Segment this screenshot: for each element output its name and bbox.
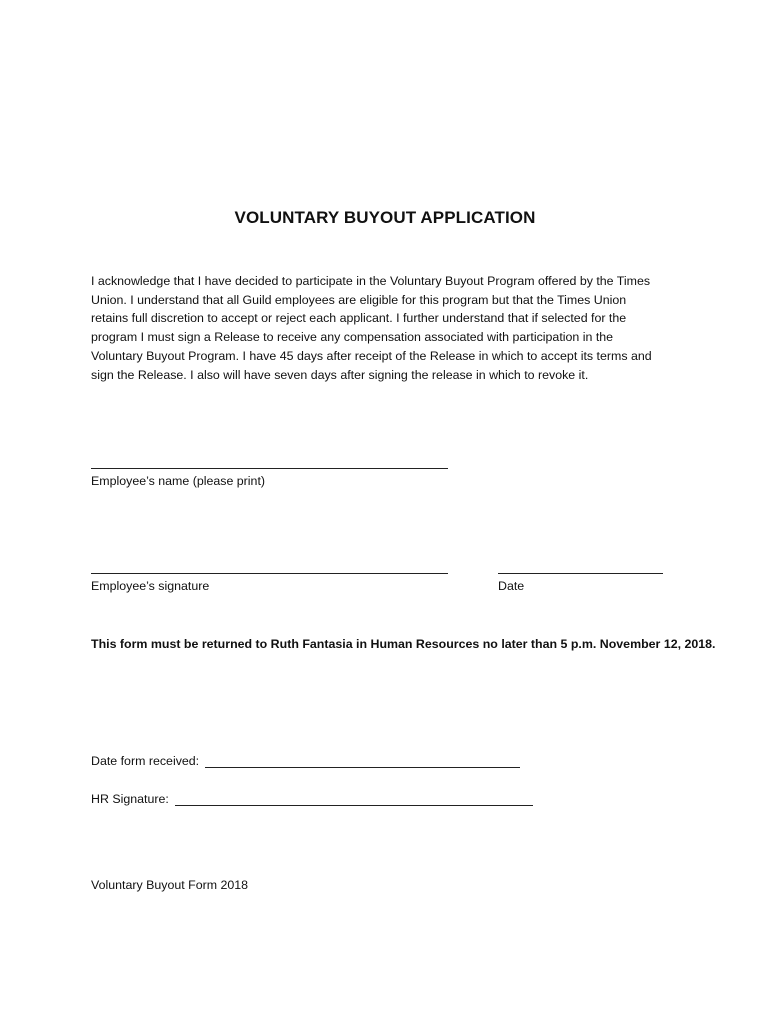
paragraph-line: retains full discretion to accept or reject each applicant. I further understand that if selected for the bbox=[91, 311, 627, 326]
employee-name-line[interactable] bbox=[91, 468, 448, 469]
employee-signature-line[interactable] bbox=[91, 573, 448, 574]
paragraph-line: Union. I understand that all Guild employees are eligible for this program but that the Times Union bbox=[91, 292, 627, 307]
date-form-received-field bbox=[91, 754, 520, 768]
form-footer: Voluntary Buyout Form 2018 bbox=[91, 878, 249, 892]
hr-signature-line[interactable] bbox=[175, 793, 533, 806]
paragraph-line: Voluntary Buyout Program. I have 45 days after receipt of the Release in which to accept its terms and bbox=[91, 348, 652, 363]
date-form-received-line[interactable] bbox=[205, 755, 520, 768]
employee-name-label: Employee’s name (please print) bbox=[91, 474, 266, 488]
document-title: VOLUNTARY BUYOUT APPLICATION bbox=[234, 208, 536, 227]
employee-signature-label: Employee’s signature bbox=[91, 579, 210, 593]
hr-signature-label: HR Signature: bbox=[91, 792, 169, 806]
paragraph-line: I acknowledge that I have decided to participate in the Voluntary Buyout Program offered by the Times bbox=[91, 274, 651, 288]
paragraph-line: sign the Release. I also will have seven days after signing the release in which to revoke it. bbox=[91, 367, 589, 382]
date-form-received-label: Date form received: bbox=[91, 754, 200, 768]
hr-signature-field bbox=[91, 792, 533, 806]
date-line[interactable] bbox=[498, 573, 663, 574]
return-notice: This form must be returned to Ruth Fantasia in Human Resources no later than 5 p.m. November 12, 2018. bbox=[91, 637, 716, 651]
acknowledgement-paragraph bbox=[91, 272, 691, 384]
paragraph-line: program I must sign a Release to receive any compensation associated with participation in the bbox=[91, 330, 614, 345]
date-label: Date bbox=[498, 579, 525, 593]
